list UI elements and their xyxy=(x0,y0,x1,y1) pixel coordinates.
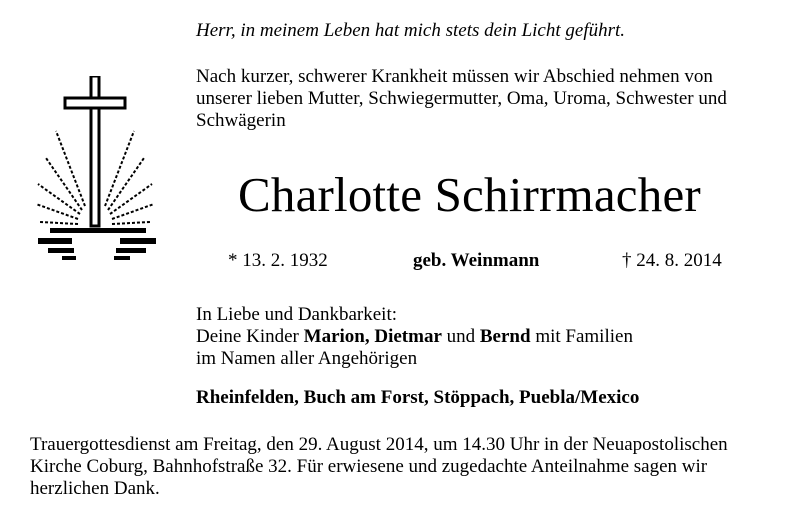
intro-text xyxy=(196,66,776,132)
bible-verse: Herr, in meinem Leben hat mich stets dein Licht geführt. xyxy=(196,20,626,41)
service-line: Kirche Coburg, Bahnhofstraße 32. Für erwiesene und zugedachte Anteilnahme sagen wir xyxy=(30,456,708,477)
service-info xyxy=(30,434,775,500)
intro-line: Nach kurzer, schwerer Krankheit müssen wir Abschied nehmen von xyxy=(196,66,713,87)
mourners-text: Deine Kinder xyxy=(196,326,304,347)
family-locations: Rheinfelden, Buch am Forst, Stöppach, Puebla/Mexico xyxy=(196,387,640,408)
service-line: Trauergottesdienst am Freitag, den 29. August 2014, um 14.30 Uhr in der Neuapostolischen xyxy=(30,434,728,455)
mourners-block xyxy=(196,304,756,370)
maiden-name: geb. Weinmann xyxy=(413,250,540,271)
cross-sunrise-icon xyxy=(28,76,170,276)
children-names: Marion, Dietmar xyxy=(303,326,442,347)
intro-line: unserer lieben Mutter, Schwiegermutter, Oma, Uroma, Schwester und xyxy=(196,88,727,109)
mourners-line xyxy=(196,326,756,348)
mourners-text: mit Familien xyxy=(530,326,633,347)
birth-date: * 13. 2. 1932 xyxy=(228,250,328,271)
mourners-line: In Liebe und Dankbarkeit: xyxy=(196,304,398,325)
service-line: herzlichen Dank. xyxy=(30,478,160,499)
death-date: † 24. 8. 2014 xyxy=(622,250,722,271)
mourners-text: und xyxy=(441,326,480,347)
intro-line: Schwägerin xyxy=(196,110,286,131)
children-names: Bernd xyxy=(479,326,531,347)
mourners-line: im Namen aller Angehörigen xyxy=(196,348,418,369)
deceased-name: Charlotte Schirrmacher xyxy=(238,167,701,222)
